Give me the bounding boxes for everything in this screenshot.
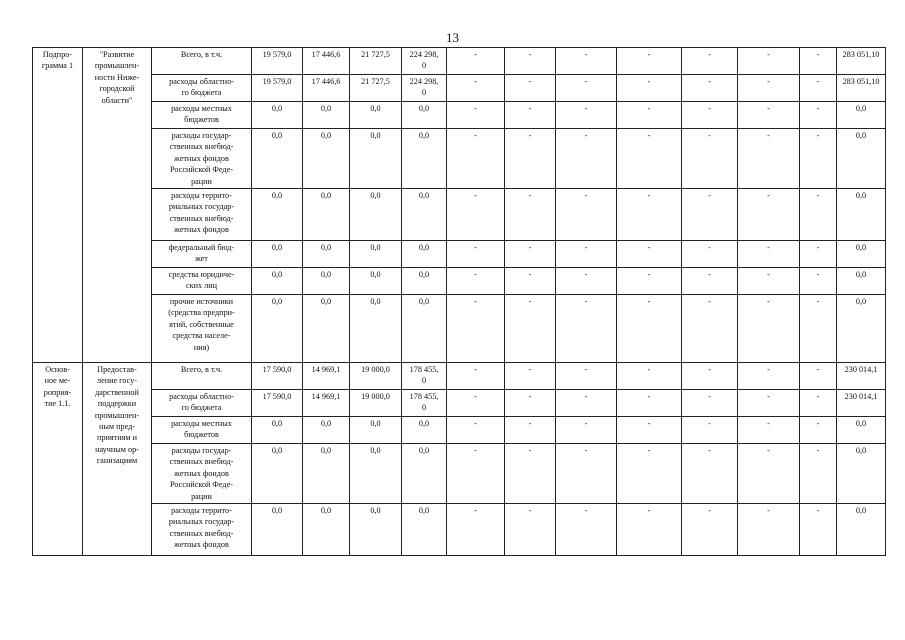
dash-cell: - (800, 189, 837, 241)
dash-cell: - (682, 75, 738, 102)
value-cell: 178 455, 0 (402, 363, 447, 390)
dash-cell: - (738, 295, 800, 363)
total-cell: 0,0 (837, 102, 886, 129)
dash-cell: - (447, 363, 505, 390)
value-cell: 0,0 (350, 504, 402, 556)
dash-cell: - (505, 102, 556, 129)
dash-cell: - (617, 295, 682, 363)
dash-cell: - (682, 189, 738, 241)
funding-source: Всего, в т.ч. (152, 363, 252, 390)
table-row (33, 268, 886, 295)
value-cell: 0,0 (303, 295, 350, 363)
dash-cell: - (556, 504, 617, 556)
dash-cell: - (800, 295, 837, 363)
dash-cell: - (682, 504, 738, 556)
dash-cell: - (447, 504, 505, 556)
value-cell: 224 298, 0 (402, 48, 447, 75)
value-cell: 0,0 (350, 189, 402, 241)
value-cell: 0,0 (303, 504, 350, 556)
dash-cell: - (447, 390, 505, 417)
dash-cell: - (738, 390, 800, 417)
dash-cell: - (800, 102, 837, 129)
value-cell: 0,0 (402, 102, 447, 129)
total-cell: 0,0 (837, 295, 886, 363)
table-row (33, 102, 886, 129)
value-cell: 14 969,1 (303, 363, 350, 390)
dash-cell: - (800, 268, 837, 295)
funding-source: Всего, в т.ч. (152, 48, 252, 75)
dash-cell: - (556, 75, 617, 102)
dash-cell: - (447, 241, 505, 268)
funding-source: расходы террито- риальных государ- ственных внебюд- жетных фондов (152, 189, 252, 241)
value-cell: 0,0 (402, 241, 447, 268)
table-row (33, 390, 886, 417)
dash-cell: - (738, 241, 800, 268)
dash-cell: - (617, 75, 682, 102)
dash-cell: - (682, 48, 738, 75)
dash-cell: - (505, 504, 556, 556)
value-cell: 0,0 (303, 444, 350, 504)
dash-cell: - (800, 390, 837, 417)
dash-cell: - (447, 417, 505, 444)
table-row (33, 75, 886, 102)
dash-cell: - (447, 444, 505, 504)
value-cell: 0,0 (303, 417, 350, 444)
total-cell: 230 014,1 (837, 390, 886, 417)
value-cell: 0,0 (402, 504, 447, 556)
dash-cell: - (738, 129, 800, 189)
value-cell: 0,0 (350, 417, 402, 444)
value-cell: 19 000,0 (350, 363, 402, 390)
value-cell: 14 969,1 (303, 390, 350, 417)
value-cell: 0,0 (252, 102, 303, 129)
value-cell: 0,0 (303, 268, 350, 295)
dash-cell: - (447, 102, 505, 129)
dash-cell: - (738, 102, 800, 129)
funding-source: федеральный бюд- жет (152, 241, 252, 268)
dash-cell: - (505, 390, 556, 417)
value-cell: 0,0 (350, 295, 402, 363)
dash-cell: - (505, 417, 556, 444)
dash-cell: - (505, 189, 556, 241)
total-cell: 0,0 (837, 129, 886, 189)
dash-cell: - (556, 189, 617, 241)
dash-cell: - (738, 268, 800, 295)
table-row (33, 363, 886, 390)
dash-cell: - (556, 268, 617, 295)
total-cell: 0,0 (837, 189, 886, 241)
total-cell: 0,0 (837, 241, 886, 268)
value-cell: 0,0 (402, 189, 447, 241)
table-row (33, 241, 886, 268)
dash-cell: - (505, 268, 556, 295)
dash-cell: - (682, 295, 738, 363)
dash-cell: - (556, 390, 617, 417)
total-cell: 0,0 (837, 504, 886, 556)
dash-cell: - (738, 417, 800, 444)
value-cell: 0,0 (402, 417, 447, 444)
dash-cell: - (447, 295, 505, 363)
value-cell: 0,0 (303, 129, 350, 189)
value-cell: 0,0 (350, 102, 402, 129)
dash-cell: - (447, 268, 505, 295)
value-cell: 0,0 (350, 129, 402, 189)
value-cell: 0,0 (252, 241, 303, 268)
value-cell: 0,0 (252, 189, 303, 241)
dash-cell: - (617, 417, 682, 444)
dash-cell: - (556, 363, 617, 390)
value-cell: 0,0 (303, 189, 350, 241)
dash-cell: - (447, 75, 505, 102)
dash-cell: - (556, 417, 617, 444)
dash-cell: - (738, 189, 800, 241)
dash-cell: - (682, 390, 738, 417)
dash-cell: - (505, 129, 556, 189)
value-cell: 19 579,0 (252, 75, 303, 102)
table-row (33, 48, 886, 75)
dash-cell: - (800, 417, 837, 444)
dash-cell: - (682, 129, 738, 189)
dash-cell: - (505, 295, 556, 363)
value-cell: 17 590,0 (252, 390, 303, 417)
dash-cell: - (617, 48, 682, 75)
dash-cell: - (617, 102, 682, 129)
program-label: Подпро- грамма 1 (33, 48, 83, 363)
dash-cell: - (800, 444, 837, 504)
funding-source: расходы областно- го бюджета (152, 75, 252, 102)
dash-cell: - (617, 241, 682, 268)
dash-cell: - (682, 417, 738, 444)
total-cell: 0,0 (837, 268, 886, 295)
table-row (33, 295, 886, 363)
dash-cell: - (447, 189, 505, 241)
dash-cell: - (617, 268, 682, 295)
value-cell: 0,0 (252, 444, 303, 504)
funding-source: прочие источники (средства предпри- ятий, собственные средства населе- ния) (152, 295, 252, 363)
value-cell: 19 000,0 (350, 390, 402, 417)
dash-cell: - (738, 504, 800, 556)
program-label: Основ- ное ме- роприя- тие 1.1. (33, 363, 83, 556)
table-row (33, 417, 886, 444)
value-cell: 0,0 (350, 268, 402, 295)
value-cell: 0,0 (252, 268, 303, 295)
dash-cell: - (505, 48, 556, 75)
dash-cell: - (800, 363, 837, 390)
value-cell: 17 590,0 (252, 363, 303, 390)
dash-cell: - (505, 444, 556, 504)
funding-source: расходы областно- го бюджета (152, 390, 252, 417)
dash-cell: - (556, 241, 617, 268)
value-cell: 17 446,6 (303, 48, 350, 75)
funding-source: расходы государ- ственных внебюд- жетных фондов Российской Феде- рации (152, 444, 252, 504)
dash-cell: - (556, 295, 617, 363)
dash-cell: - (682, 444, 738, 504)
dash-cell: - (447, 129, 505, 189)
dash-cell: - (800, 241, 837, 268)
dash-cell: - (617, 504, 682, 556)
value-cell: 0,0 (252, 417, 303, 444)
value-cell: 0,0 (350, 444, 402, 504)
value-cell: 0,0 (303, 102, 350, 129)
dash-cell: - (556, 129, 617, 189)
value-cell: 0,0 (252, 504, 303, 556)
value-cell: 21 727,5 (350, 75, 402, 102)
value-cell: 0,0 (350, 241, 402, 268)
dash-cell: - (738, 75, 800, 102)
value-cell: 19 579,0 (252, 48, 303, 75)
value-cell: 17 446,6 (303, 75, 350, 102)
dash-cell: - (556, 102, 617, 129)
dash-cell: - (556, 444, 617, 504)
funding-source: расходы местных бюджетов (152, 102, 252, 129)
total-cell: 283 051,10 (837, 48, 886, 75)
dash-cell: - (682, 102, 738, 129)
dash-cell: - (556, 48, 617, 75)
dash-cell: - (682, 363, 738, 390)
total-cell: 0,0 (837, 444, 886, 504)
value-cell: 0,0 (402, 444, 447, 504)
funding-source: расходы террито- риальных государ- ственных внебюд- жетных фондов (152, 504, 252, 556)
dash-cell: - (800, 75, 837, 102)
dash-cell: - (617, 129, 682, 189)
dash-cell: - (505, 363, 556, 390)
table-row (33, 504, 886, 556)
total-cell: 283 051,10 (837, 75, 886, 102)
funding-source: расходы местных бюджетов (152, 417, 252, 444)
value-cell: 224 298, 0 (402, 75, 447, 102)
dash-cell: - (682, 268, 738, 295)
dash-cell: - (617, 444, 682, 504)
value-cell: 0,0 (252, 129, 303, 189)
dash-cell: - (617, 189, 682, 241)
dash-cell: - (738, 48, 800, 75)
program-name: "Развитие промышлен- ности Ниже- городской области" (83, 48, 152, 363)
dash-cell: - (617, 390, 682, 417)
dash-cell: - (682, 241, 738, 268)
value-cell: 0,0 (252, 295, 303, 363)
dash-cell: - (505, 75, 556, 102)
value-cell: 0,0 (402, 129, 447, 189)
dash-cell: - (505, 241, 556, 268)
funding-source: средства юридиче- ских лиц (152, 268, 252, 295)
page-number: 13 (446, 30, 459, 45)
total-cell: 0,0 (837, 417, 886, 444)
dash-cell: - (738, 363, 800, 390)
total-cell: 230 014,1 (837, 363, 886, 390)
table-row (33, 444, 886, 504)
funding-source: расходы государ- ственных внебюд- жетных фондов Российской Феде- рации (152, 129, 252, 189)
dash-cell: - (800, 504, 837, 556)
budget-table (32, 47, 886, 556)
dash-cell: - (800, 129, 837, 189)
value-cell: 0,0 (402, 268, 447, 295)
value-cell: 0,0 (303, 241, 350, 268)
value-cell: 0,0 (402, 295, 447, 363)
value-cell: 178 455, 0 (402, 390, 447, 417)
table-row (33, 129, 886, 189)
dash-cell: - (800, 48, 837, 75)
dash-cell: - (447, 48, 505, 75)
program-name: Предостав- ление госу- дарственной поддержки промышлен- ным пред- приятиям и научным ор- ганизациям (83, 363, 152, 556)
value-cell: 21 727,5 (350, 48, 402, 75)
dash-cell: - (738, 444, 800, 504)
dash-cell: - (617, 363, 682, 390)
table-row (33, 189, 886, 241)
